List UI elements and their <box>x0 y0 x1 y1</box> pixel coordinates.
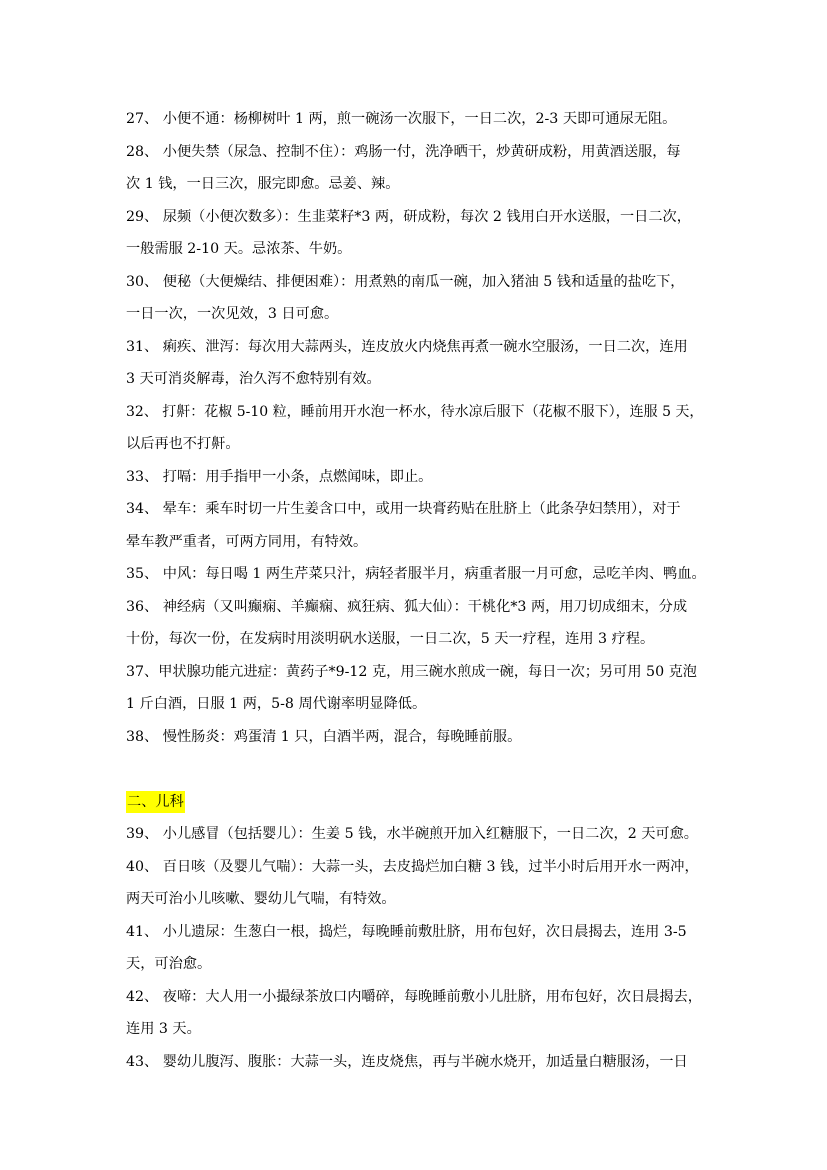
remedy-entry-line: 31、 痢疾、泄泻：每次用大蒜两头，连皮放火内烧焦再煮一碗水空服汤，一日二次，连用 <box>126 338 688 355</box>
remedy-entry <box>126 136 704 201</box>
remedy-entry-line: 41、 小儿遗尿：生葱白一根，捣烂，每晚睡前敷肚脐，用布包好，次日晨揭去，连用 3-5 <box>126 923 687 940</box>
remedy-entry-line: 39、 小儿感冒（包括婴儿）：生姜 5 钱，水半碗煎开加入红糖服下，一日二次，2 天可愈。 <box>126 826 698 842</box>
remedy-entry-line: 43、 婴幼儿腹泻、腹胀：大蒜一头，连皮烧焦，再与半碗水烧开，加适量白糖服汤，一日 <box>126 1053 688 1070</box>
remedy-entry-line: 一般需服 2-10 天。忌浓茶、牛奶。 <box>126 241 352 257</box>
remedy-list-pediatrics <box>126 818 704 1078</box>
remedy-entry <box>126 461 704 494</box>
section-heading-row <box>126 786 704 818</box>
remedy-entry <box>126 1046 704 1079</box>
section-title-pediatrics: 二、儿科 <box>126 791 185 813</box>
remedy-entry-line: 29、 尿频（小便次数多）：生韭菜籽*3 两，研成粉，每次 2 钱用白开水送服，一日二次， <box>126 208 691 225</box>
remedy-entry-line: 3 天可消炎解毒，治久泻不愈特别有效。 <box>126 371 381 387</box>
remedy-entry-line: 40、 百日咳（及婴儿气喘）：大蒜一头，去皮捣烂加白糖 3 钱，过半小时后用开水一两冲， <box>126 858 699 875</box>
remedy-entry <box>126 818 704 851</box>
remedy-entry <box>126 721 704 754</box>
remedy-entry-line: 30、 便秘（大便燥结、排便困难）：用煮熟的南瓜一碗，加入猪油 5 钱和适量的盐吃下， <box>126 273 685 290</box>
remedy-entry-line: 28、 小便失禁（尿急、控制不住）：鸡肠一付，洗净晒干，炒黄研成粉，用黄酒送服，每 <box>126 143 681 160</box>
remedy-entry-line: 天，可治愈。 <box>126 956 212 972</box>
remedy-entry-line: 35、 中风：每日喝 1 两生芹菜只汁，病轻者服半月，病重者服一月可愈，忌吃羊肉、鸭血。 <box>126 566 706 582</box>
remedy-entry-line: 32、 打鼾：花椒 5-10 粒，睡前用开水泡一杯水，待水凉后服下（花椒不服下），连服 5 天， <box>126 403 704 420</box>
remedy-entry-line: 37、甲状腺功能亢进症：黄药子*9-12 克，用三碗水煎成一碗，每日一次；另可用 50 克泡 <box>126 663 697 680</box>
remedy-entry <box>126 493 704 558</box>
remedy-entry-line: 27、 小便不通：杨柳树叶 1 两，煎一碗汤一次服下，一日二次，2-3 天即可通尿无阻。 <box>126 111 677 127</box>
remedy-entry <box>126 656 704 721</box>
remedy-entry <box>126 201 704 266</box>
remedy-entry <box>126 331 704 396</box>
remedy-entry-line: 晕车教严重者，可两方同用，有特效。 <box>126 533 368 550</box>
remedy-entry-line: 连用 3 天。 <box>126 1021 201 1037</box>
remedy-entry-line: 以后再也不打鼾。 <box>126 436 240 452</box>
remedy-entry <box>126 981 704 1046</box>
remedy-entry-line: 两天可治小儿咳嗽、婴幼儿气喘，有特效。 <box>126 891 396 907</box>
remedy-entry <box>126 591 704 656</box>
remedy-list-internal <box>126 103 704 753</box>
remedy-entry-line: 34、 晕车：乘车时切一片生姜含口中，或用一块膏药贴在肚脐上（此条孕妇禁用），对于 <box>126 501 681 517</box>
remedy-entry-line: 十份，每次一份，在发病时用淡明矾水送服，一日二次，5 天一疗程，连用 3 疗程。 <box>126 631 655 647</box>
remedy-entry <box>126 266 704 331</box>
remedy-entry <box>126 103 704 136</box>
remedy-entry-line: 次 1 钱，一日三次，服完即愈。忌姜、辣。 <box>126 176 400 192</box>
remedy-entry <box>126 916 704 981</box>
remedy-entry <box>126 396 704 461</box>
remedy-entry <box>126 558 704 591</box>
remedy-entry-line: 42、 夜啼：大人用一小撮绿茶放口内嚼碎，每晚睡前敷小儿肚脐，用布包好，次日晨揭去， <box>126 988 702 1005</box>
remedy-entry-line: 一日一次，一次见效，3 日可愈。 <box>126 306 339 322</box>
section-spacer <box>126 753 704 786</box>
remedy-entry-line: 36、 神经病（又叫癫痫、羊癫痫、疯狂病、狐大仙）：干桃化*3 两，用刀切成细末，分成 <box>126 598 688 615</box>
remedy-entry-line: 33、 打嗝：用手指甲一小条，点燃闻味，即止。 <box>126 468 433 485</box>
remedy-entry-line: 38、 慢性肠炎：鸡蛋清 1 只，白酒半两，混合，每晚睡前服。 <box>126 728 522 745</box>
remedy-entry-line: 1 斤白酒，日服 1 两，5-8 周代谢率明显降低。 <box>126 696 427 712</box>
remedy-entry <box>126 851 704 916</box>
document-content <box>126 103 704 1078</box>
